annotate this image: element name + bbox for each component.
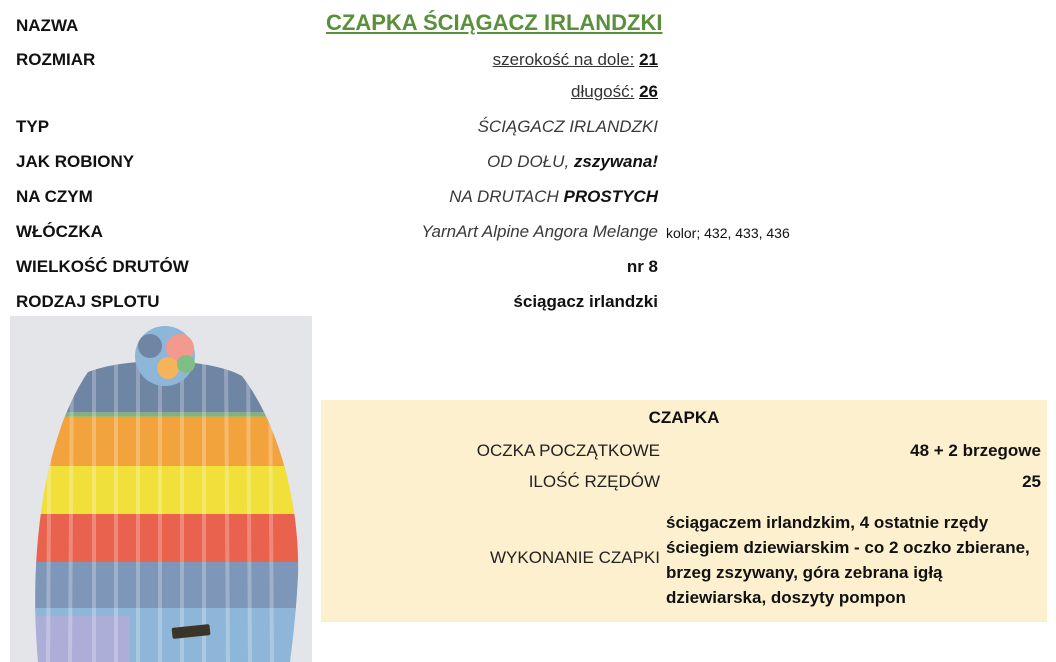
- needle-size-value: nr 8: [626, 257, 658, 276]
- yarn-name: YarnArt Alpine Angora Melange: [421, 222, 658, 241]
- label-size: ROZMIAR: [16, 50, 96, 69]
- size-width: [493, 50, 658, 70]
- width-value: 21: [639, 50, 658, 69]
- yarn-color: kolor; 432, 433, 436: [666, 225, 790, 241]
- how-made-a: OD DOŁU,: [486, 152, 570, 171]
- on-what-value: [449, 187, 658, 207]
- hat-illustration: [10, 316, 312, 662]
- row-count-label: ILOŚĆ RZĘDÓW: [528, 472, 660, 491]
- size-length: [571, 82, 658, 102]
- label-name: NAZWA: [16, 16, 79, 35]
- execution-line: dziewiarska, doszyty pompon: [666, 588, 906, 607]
- type-value: ŚCIĄGACZ IRLANDZKI: [477, 117, 658, 136]
- row-count-value: 25: [1022, 472, 1041, 491]
- starting-stitches-label: OCZKA POCZĄTKOWE: [476, 441, 660, 460]
- execution-label: WYKONANIE CZAPKI: [489, 548, 660, 567]
- execution-line: ściągaczem irlandzkim, 4 ostatnie rzędy: [666, 513, 989, 532]
- stitch-type-value: ściągacz irlandzki: [513, 292, 658, 311]
- execution-line: brzeg zszywany, góra zebrana igłą: [666, 563, 943, 582]
- label-type: TYP: [16, 117, 50, 136]
- how-made-value: [487, 152, 658, 172]
- pattern-title: CZAPKA ŚCIĄGACZ IRLANDZKI: [326, 10, 663, 35]
- on-what-b: PROSTYCH: [563, 187, 658, 206]
- hat-instructions-panel: [321, 400, 1047, 622]
- label-how-made: JAK ROBIONY: [16, 152, 135, 171]
- label-on-what: NA CZYM: [16, 187, 93, 206]
- label-yarn: WŁÓCZKA: [16, 222, 103, 241]
- execution-line: ściegiem dziewiarskim - co 2 oczko zbierane,: [666, 538, 1030, 557]
- label-needle-size: WIELKOŚĆ DRUTÓW: [16, 257, 189, 276]
- how-made-b: zszywana!: [573, 152, 658, 171]
- label-stitch-type: RODZAJ SPLOTU: [16, 292, 160, 311]
- starting-stitches-value: 48 + 2 brzegowe: [910, 441, 1041, 460]
- hat-photo: [10, 316, 312, 662]
- panel-title: CZAPKA: [648, 408, 720, 427]
- on-what-a: NA DRUTACH: [449, 187, 559, 206]
- width-label: szerokość na dole:: [492, 50, 635, 69]
- pompom: [135, 326, 195, 386]
- length-value: 26: [639, 82, 658, 101]
- execution-description: [666, 510, 1044, 610]
- length-label: długość:: [571, 82, 635, 101]
